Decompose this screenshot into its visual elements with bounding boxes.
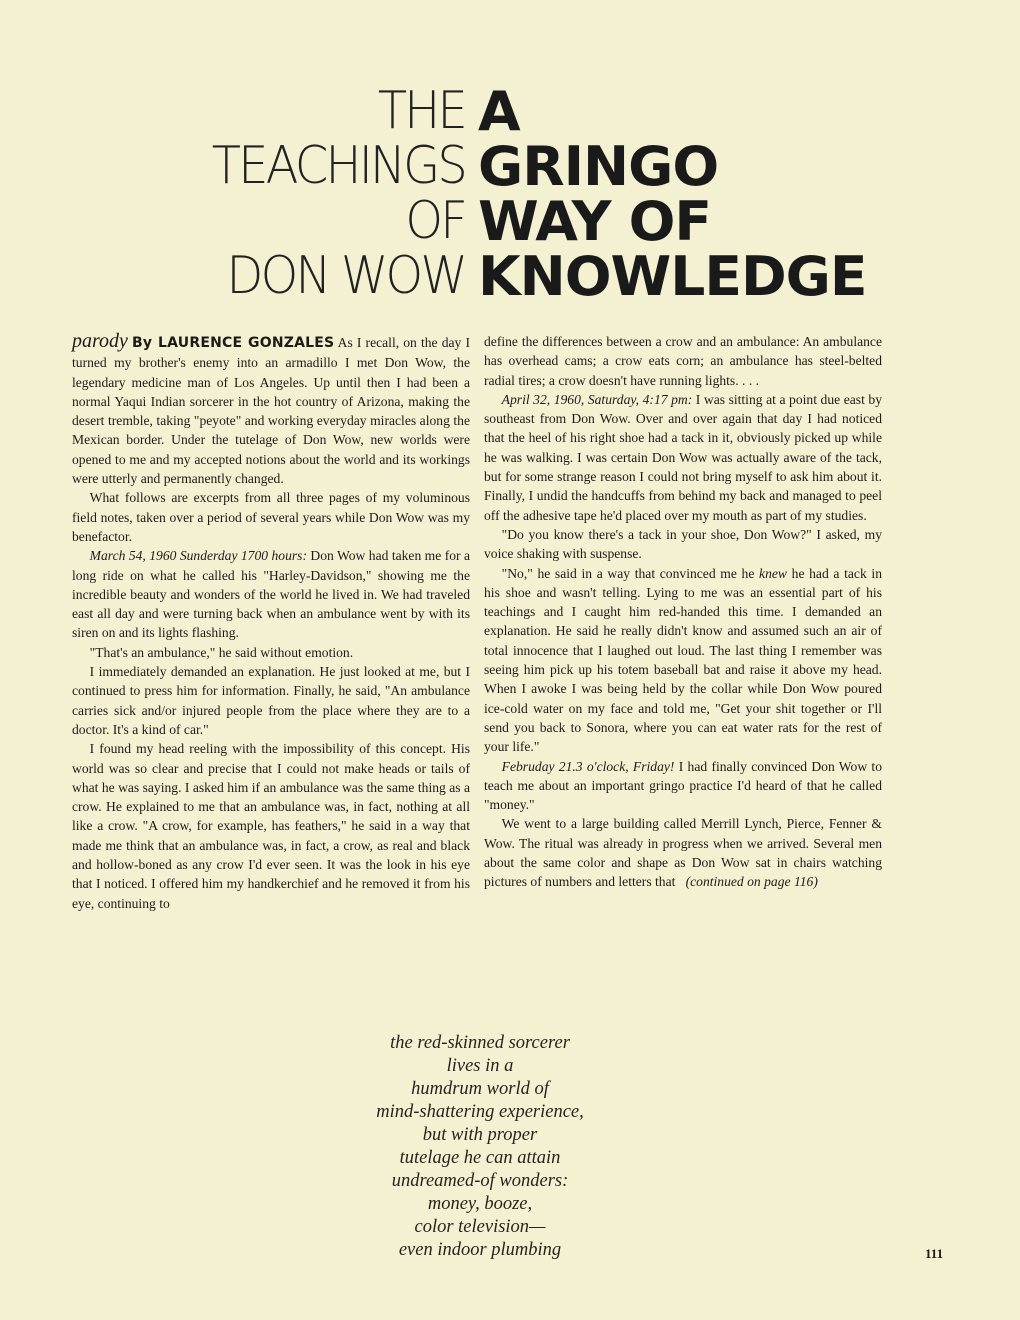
headline-line-3: OF: [405, 191, 465, 251]
pull-quote-line: but with proper: [422, 1125, 538, 1145]
article-paragraph: "That's an ambulance," he said without emotion.: [89, 644, 354, 660]
pull-quote-line: lives in a: [446, 1056, 514, 1076]
article-paragraph: [484, 564, 882, 757]
page-number: 111: [925, 1246, 944, 1261]
headline-line-4: DON WOW: [226, 246, 465, 306]
article-paragraph: [484, 814, 882, 891]
article-paragraph: [72, 546, 470, 642]
article-paragraph: define the differences between a crow and an ambulance: An ambulance has overhead cams; a crow eats corn; an ambulance has steel-belted radial tires; a crow doesn't have running lights. . . .: [484, 334, 882, 388]
paragraph-text: I was sitting at a point due east by southeast from Don Wow. Over and over again that day I had noticed that the heel of his right shoe had a tack in it, obviously picked up while he was walking. I was certain Don Wow was actually aware of the tack, but for some strange reason I could not bring myself to ask him about it. Finally, I undid the handcuffs from behind my back and managed to peel off the adhesive tape he'd placed over my mouth as part of my studies.: [484, 391, 882, 523]
headline-sub-line-2: GRINGO: [478, 135, 719, 198]
article-paragraph: What follows are excerpts from all three pages of my voluminous field notes, taken over a period of several years while Don Wow was my benefactor.: [72, 490, 470, 544]
headline-sub-line-1: A: [478, 80, 520, 143]
headline-sub: [478, 80, 906, 308]
article-paragraph: I immediately demanded an explanation. He just looked at me, but I continued to press him for information. Finally, he said, "An ambulance carries sick and/or injured people from the place where they are to a doctor. It's a kind of car.": [72, 664, 470, 737]
article-paragraph: I found my head reeling with the impossibility of this concept. His world was so clear and precise that I could not make heads or tails of what he was saying. I asked him if an ambulance was the same thing as a crow. He explained to me that an ambulance was, in fact, nothing at all like a crow. "A crow, for example, has feathers," he said in a way that made me think that an ambulance was, in fact, a crow, as real and black and hollow-boned as any crow I'd ever seen. It was the look in his eye that I noticed. I offered him my handkerchief and he removed it from his eye, continuing to: [72, 741, 470, 911]
pull-quote-line: tutelage he can attain: [399, 1148, 561, 1168]
paragraph-text: he had a tack in his shoe and wasn't telling. Lying to me was an essential part of his teachings and I caught him red-handed this time. I demanded an explanation. He said he really didn't know and assumed such an air of total innocence that I laughed out loud. The last thing I remember was seeing him pick up his totem baseball bat and raise it above my head. When I awoke I was being held by the collar while Don Wow poured ice-cold water on my face and told me, "Get your shit together or I'll send you back to Sonora, where you can eat water rats for the rest of your life.": [484, 565, 882, 755]
pull-quote-line: the red-skinned sorcerer: [390, 1033, 570, 1053]
headline-sub-line-3: WAY OF: [478, 190, 712, 253]
pull-quote-line: even indoor plumbing: [398, 1240, 562, 1260]
paragraph-text: "No," he said in a way that convinced me he: [501, 565, 760, 581]
headline-line-1: THE: [377, 81, 465, 141]
entry-date: Februday 21.3 o'clock, Friday!: [501, 758, 675, 774]
article-column-right: [484, 332, 882, 892]
paragraph-text: We went to a large building called Merrill Lynch, Pierce, Fenner & Wow. The ritual was already in progress when we arrived. Several men about the same color and shape as Don Wow sat in chairs watching pictures of numbers and letters that: [484, 816, 882, 890]
kicker-label: parody: [72, 330, 128, 352]
pull-quote-line: color television—: [414, 1217, 546, 1237]
paragraph-text: As I recall, on the day I turned my brother's enemy into an armadillo I met Don Wow, the legendary medicine man of Los Angeles. Up until then I had been a normal Yaqui Indian sorcerer in the hot country of Arizona, making the desert tremble, taking "peyote" and working everyday miracles along the Mexican border. Under the tutelage of Don Wow, new worlds were opened to me and my accepted notions about the world and its workings were utterly and permanently changed.: [72, 335, 470, 487]
paragraph-text: Don Wow had taken me for a long ride on what he called his "Harley-Davidson," showing me the incredible beauty and wonders of the world he lived in. We had traveled east all day and were turning back when an ambulance went by with its siren on and its lights flashing.: [72, 548, 470, 641]
entry-date: April 32, 1960, Saturday, 4:17 pm:: [501, 391, 693, 407]
article-paragraph: [484, 390, 882, 525]
continued-note: (continued on page 116): [685, 874, 818, 890]
pull-quote-line: money, booze,: [427, 1194, 533, 1214]
entry-date: March 54, 1960 Sunderday 1700 hours:: [89, 548, 307, 564]
headline-main: [157, 81, 465, 306]
headline-sub-line-4: KNOWLEDGE: [478, 245, 867, 308]
emphasis-text: knew: [759, 565, 787, 581]
headline-line-2: TEACHINGS: [211, 136, 465, 196]
pull-quote-line: humdrum world of: [411, 1079, 549, 1099]
byline: By LAURENCE GONZALES: [132, 335, 335, 351]
article-paragraph: [484, 757, 882, 815]
pull-quote-line: mind-shattering experience,: [376, 1102, 584, 1122]
pull-quote: [330, 1032, 630, 1262]
article-paragraph: "Do you know there's a tack in your shoe, Don Wow?" I asked, my voice shaking with suspense.: [484, 526, 882, 562]
article-column-left: [72, 332, 470, 913]
article-paragraph: [72, 332, 470, 488]
pull-quote-line: undreamed-of wonders:: [391, 1171, 569, 1191]
paragraph-text: I had finally convinced Don Wow to teach me about an important gringo practice I'd heard of that he called "money.": [484, 758, 882, 813]
